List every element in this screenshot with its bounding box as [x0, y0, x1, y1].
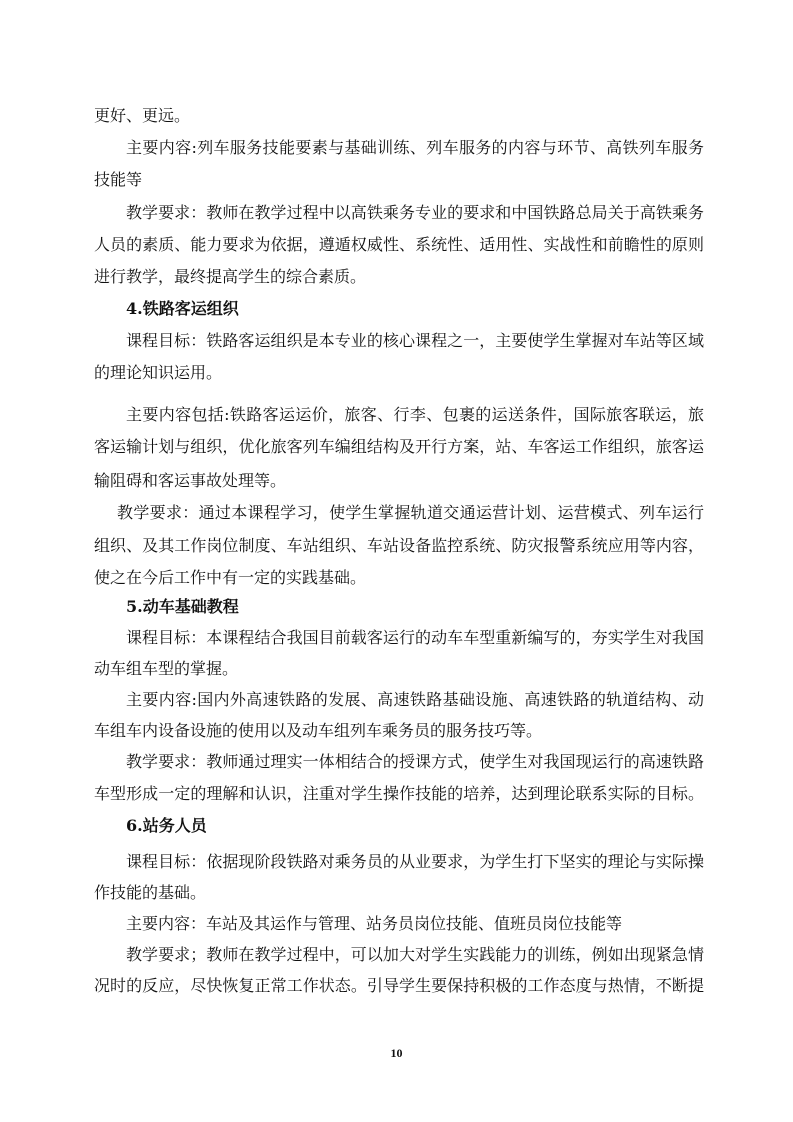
text-line: 动车组车型的掌握。 — [94, 659, 239, 678]
section-heading: 6.站务人员 — [126, 816, 207, 835]
text-line: 人员的素质、能力要求为依据，遵遁权威性、系统性、适用性、实战性和前瞻性的原则 — [94, 235, 704, 254]
text-line: 主要内容:国内外高速铁路的发展、高速铁路基础设施、高速铁路的轨道结构、动 — [126, 690, 704, 709]
text-line: 输阻碍和客运事故处理等。 — [94, 471, 287, 490]
text-line: 课程目标：铁路客运组织是本专业的核心课程之一，主要使学生掌握对车站等区域 — [126, 331, 704, 350]
text-line: 客运输计划与组织，优化旅客列车编组结构及开行方案，站、车客运工作组织，旅客运 — [94, 437, 704, 456]
text-line: 作技能的基础。 — [94, 883, 207, 902]
text-line: 教学要求：教师通过理实一体相结合的授课方式，使学生对我国现运行的高速铁路 — [126, 752, 704, 771]
section-heading: 4.铁路客运组织 — [126, 299, 239, 318]
text-line: 主要内容：车站及其运作与管理、站务员岗位技能、值班员岗位技能等 — [126, 914, 623, 933]
text-line: 使之在今后工作中有一定的实践基础。 — [94, 568, 367, 587]
text-line: 组织、及其工作岗位制度、车站组织、车站设备监控系统、防灾报警系统应用等内容， — [94, 536, 704, 555]
text-line: 进行教学，最终提高学生的综合素质。 — [94, 267, 367, 286]
text-line: 教学要求：教师在教学过程中以高铁乘务专业的要求和中国铁路总局关于高铁乘务 — [126, 203, 704, 222]
text-line: 技能等 — [94, 170, 143, 189]
text-line: 课程目标：本课程结合我国目前载客运行的动车车型重新编写的，夯实学生对我国 — [126, 628, 704, 647]
text-line: 主要内容包括:铁路客运运价，旅客、行李、包裹的运送条件，国际旅客联运，旅 — [126, 405, 704, 424]
text-line: 教学要求：通过本课程学习，使学生掌握轨道交通运营计划、运营模式、列车运行 — [117, 503, 704, 522]
text-line: 的理论知识运用。 — [94, 363, 223, 382]
text-line: 车型形成一定的理解和认识，注重对学生操作技能的培养，达到理论联系实际的目标。 — [94, 784, 704, 803]
text-line: 主要内容:列车服务技能要素与基础训练、列车服务的内容与环节、高铁列车服务 — [126, 138, 704, 157]
text-line: 况时的反应，尽快恢复正常工作状态。引导学生要保持积极的工作态度与热情，不断提 — [94, 976, 704, 995]
page-number: 10 — [390, 1046, 403, 1060]
text-line: 车组车内设备设施的使用以及动车组列车乘务员的服务技巧等。 — [94, 721, 543, 740]
section-heading: 5.动车基础教程 — [126, 597, 239, 616]
text-line: 更好、更远。 — [94, 106, 191, 125]
text-line: 教学要求；教师在教学过程中，可以加大对学生实践能力的训练，例如出现紧急情 — [126, 945, 704, 964]
text-line: 课程目标：依据现阶段铁路对乘务员的从业要求，为学生打下坚实的理论与实际操 — [126, 852, 704, 871]
